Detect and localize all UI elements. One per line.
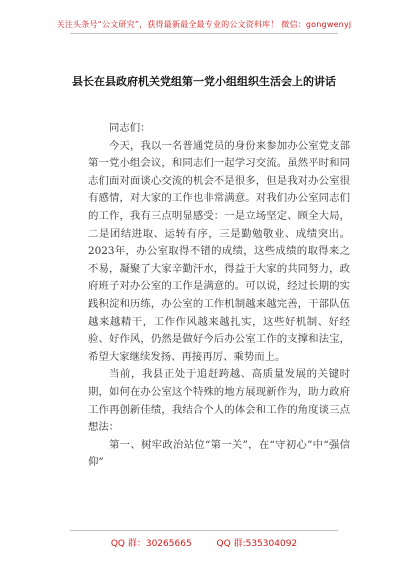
document-body (88, 120, 350, 472)
paragraph-2: 当前，我县正处于追赶跨越、高质量发展的关键时期，如何在办公室这个特殊的地方展现新作为，助力政府工作再创新佳绩，我结合个人的体会和工作的角度谈三点想法： (88, 368, 350, 434)
footer-qq-group-1: QQ 群：30265665 (110, 539, 192, 549)
footer-qq-group-2: QQ 群:535304092 (216, 539, 298, 549)
footer (0, 536, 408, 549)
header-banner: 关注头条号“公文研究”，获得最新最全最专业的公文资料库！ 微信：gongwenyj (56, 20, 352, 29)
salutation: 同志们： (109, 122, 151, 134)
footer-divider (70, 530, 338, 531)
paragraph-3: 第一、树牢政治站位“第一关”，在“守初心”中“强信仰” (88, 438, 350, 469)
header-divider (70, 33, 338, 34)
paragraph-1: 今天，我以一名普通党员的身份来参加办公室党支部第一党小组会议，和同志们一起学习交流。虽然平时和同志们面对面谈心交流的机会不是很多，但是我对办公室很有感情，对大家的工作也非常满意。对我们办公室同志们的工作，我有三点明显感受：一是立场坚定、顾全大局，二是团结进取、运转有序，三是勤勉敬业、成绩突出。2023年，办公室取得不错的成绩，这些成绩的取得来之不易，凝聚了大家辛勤汗水，得益于大家的共同努力，政府班子对办公室的工作是满意的。可以说，经过长期的实践积淀和历练，办公室的工作机制越来越完善，干部队伍越来越精干，工作作风越来越扎实，这些好机制、好经验、好作风，仍然是做好今后办公室工作的支撑和法宝，希望大家继续发扬、再接再厉、乘势而上。 (88, 139, 350, 363)
document-title: 县长在县政府机关党组第一党小组组织生活会上的讲话 (72, 75, 336, 88)
